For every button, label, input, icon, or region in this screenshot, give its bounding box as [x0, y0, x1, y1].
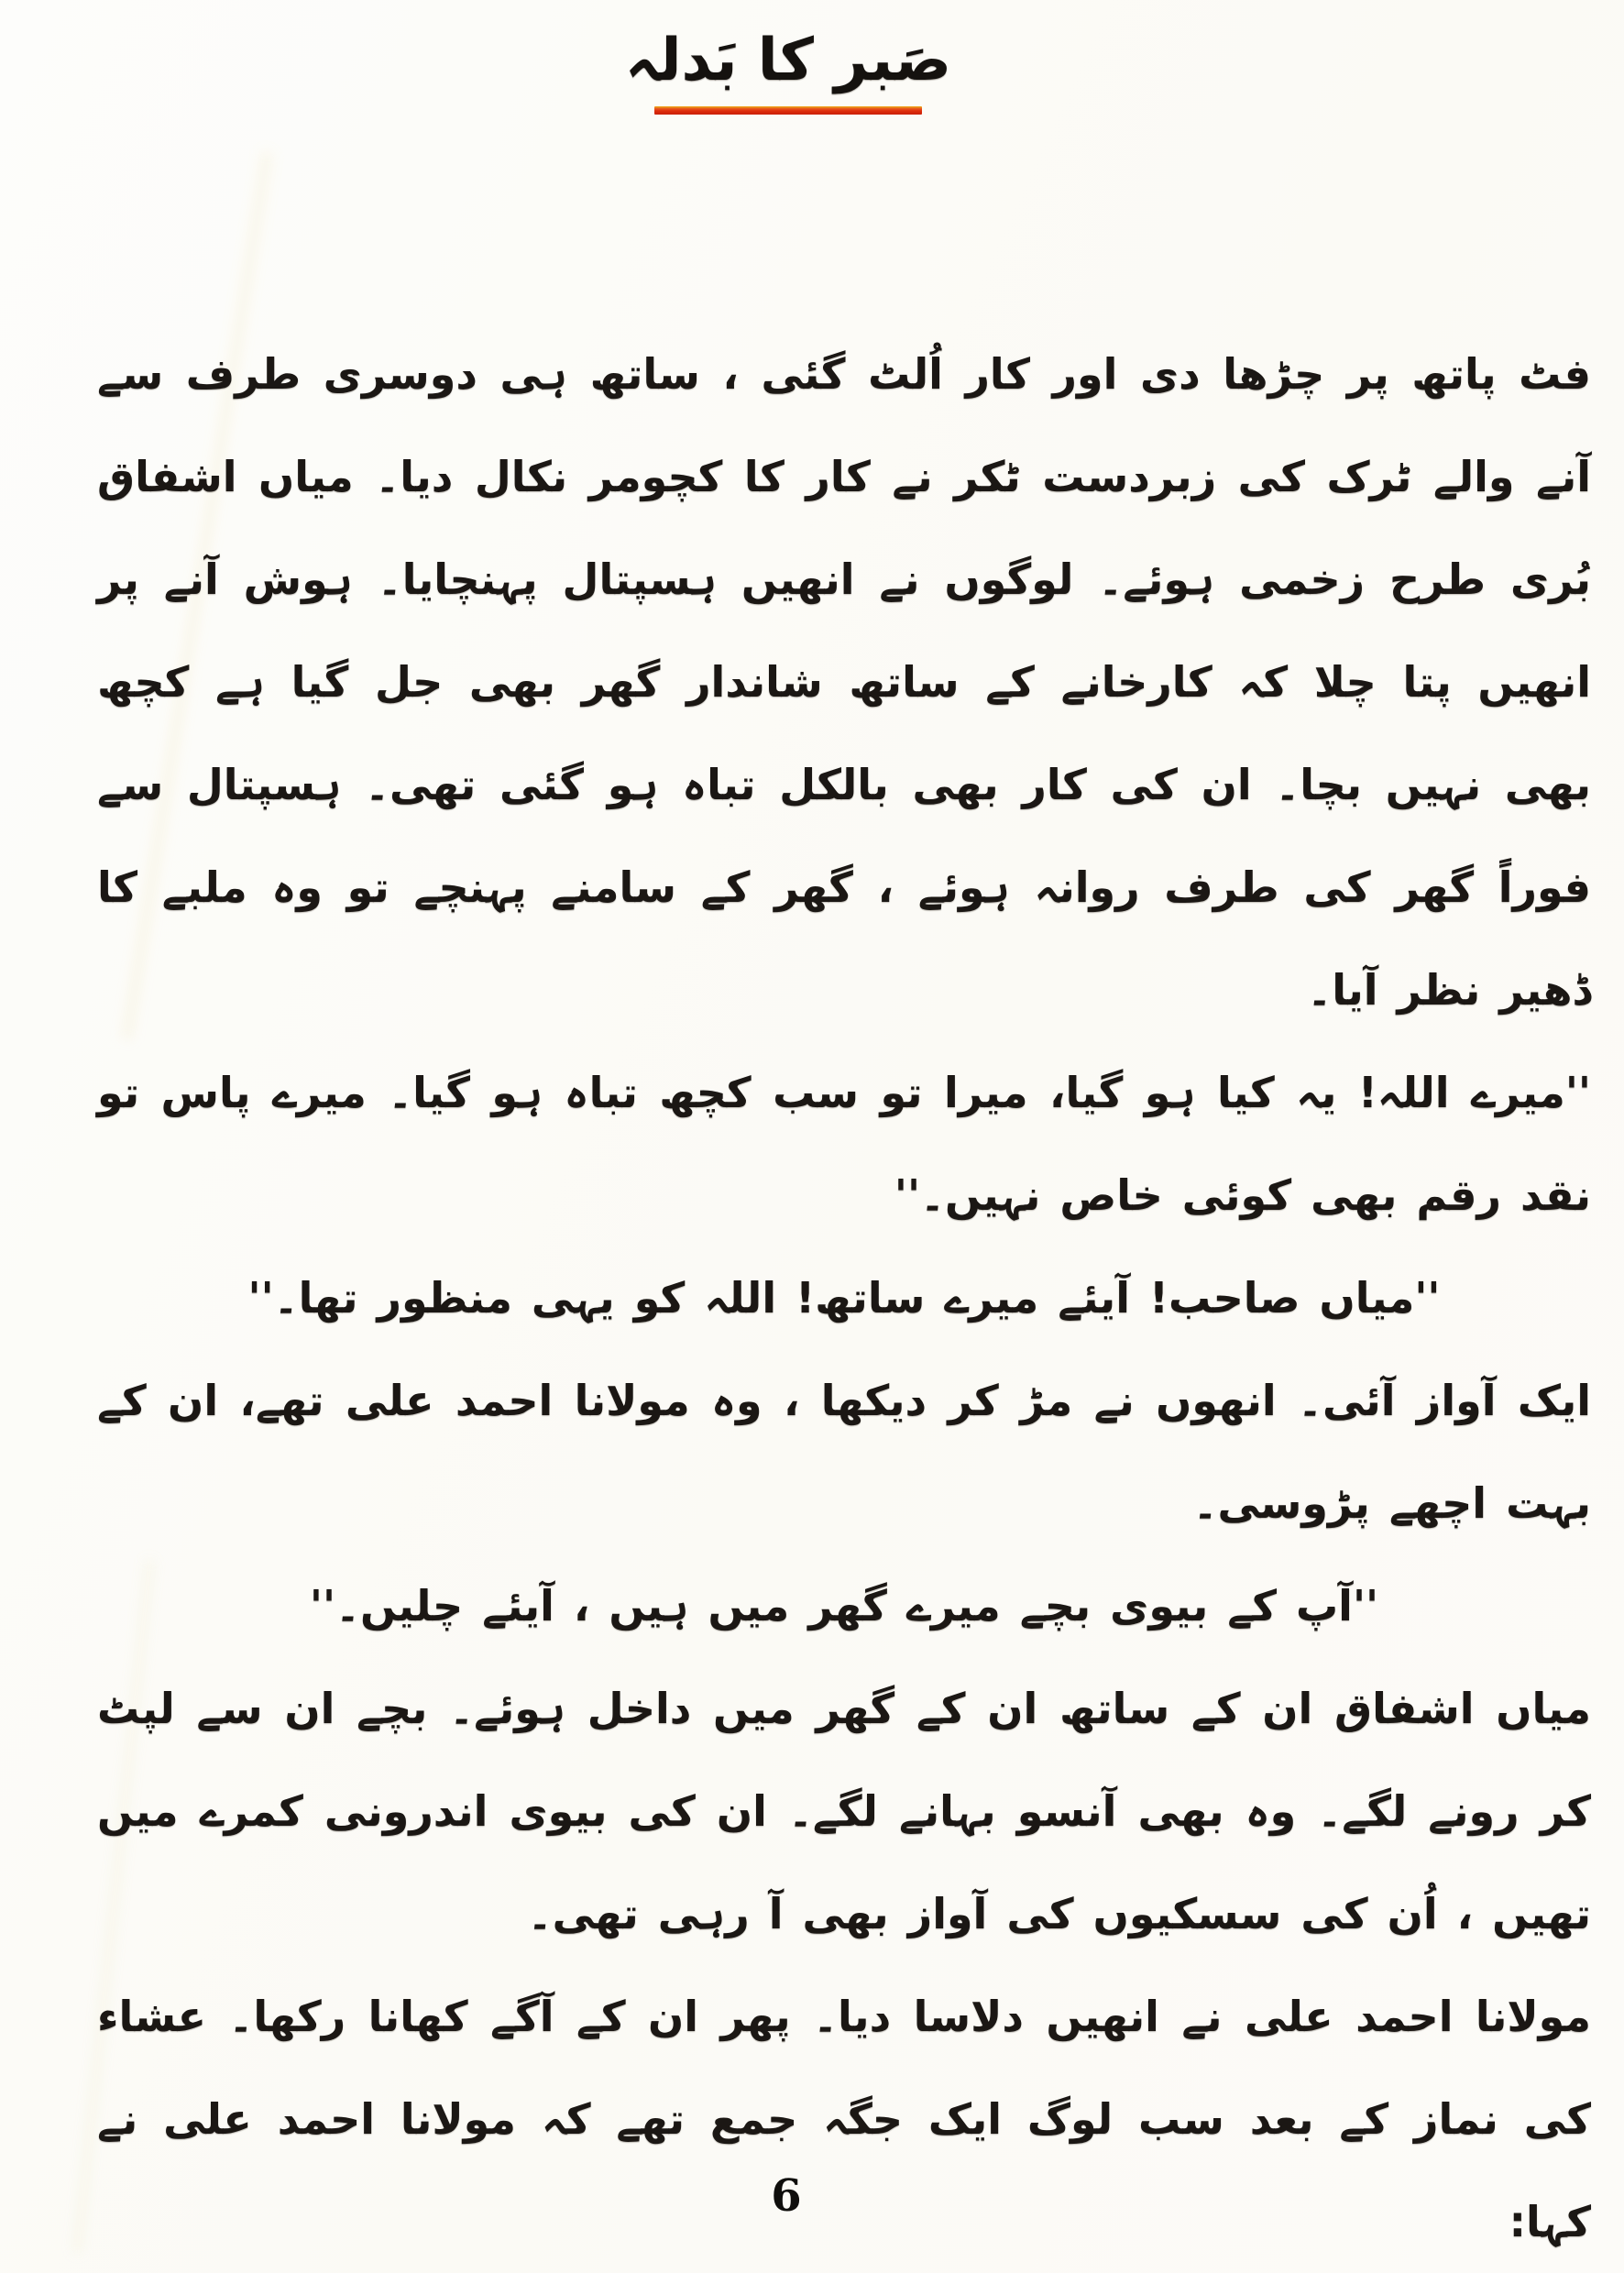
story-paragraph: ایک آواز آئی۔ انھوں نے مڑ کر دیکھا ، وہ مولانا احمد علی تھے، ان کے بہت اچھے پڑوسی۔ — [97, 1376, 1591, 1528]
page-number: 6 — [771, 2170, 802, 2222]
chapter-title: صَبر کا بَدلہ — [624, 27, 952, 94]
story-paragraph: فٹ پاتھ پر چڑھا دی اور کار اُلٹ گئی ، ساتھ ہی دوسری طرف سے آنے والے ٹرک کی زبردست ٹکر نے کار کا کچومر نکال دیا۔ میاں اشفاق بُری طرح زخمی ہوئے۔ لوگوں نے انھیں ہسپتال پہنچایا۔ ہوش آنے پر انھیں پتا چلا کہ کارخانے کے ساتھ شاندار گھر بھی جل گیا ہے کچھ بھی نہیں بچا۔ ان کی کار بھی بالکل تباہ ہو گئی تھی۔ ہسپتال سے فوراً گھر کی طرف روانہ ہوئے ، گھر کے سامنے پہنچے تو وہ ملبے کا ڈھیر نظر آیا۔ — [97, 349, 1591, 1015]
title-underline-rule — [654, 106, 922, 115]
story-body — [97, 323, 1591, 2273]
story-paragraph-quote: ''میرے اللہ! یہ کیا ہو گیا، میرا تو سب کچھ تباہ ہو گیا۔ میرے پاس تو نقد رقم بھی کوئی خاص نہیں۔'' — [97, 1068, 1591, 1220]
story-paragraph: میاں اشفاق ان کے ساتھ ان کے گھر میں داخل ہوئے۔ بچے ان سے لپٹ کر رونے لگے۔ وہ بھی آنسو بہانے لگے۔ ان کی بیوی اندرونی کمرے میں تھیں ، اُن کی سسکیوں کی آواز بھی آ رہی تھی۔ — [97, 1684, 1591, 1938]
chapter-header — [0, 22, 1600, 115]
story-paragraph-quote-centered: ''آپ کے بیوی بچے میرے گھر میں ہیں ، آیئے چلیں۔'' — [309, 1581, 1379, 1631]
story-paragraph: مولانا احمد علی نے انھیں دلاسا دیا۔ پھر ان کے آگے کھانا رکھا۔ عشاء کی نماز کے بعد سب لوگ ایک جگہ جمع تھے کہ مولانا احمد علی نے کہا: — [97, 1992, 1591, 2246]
story-paragraph-quote-centered: ''میاں صاحب! آیئے میرے ساتھ! اللہ کو یہی منظور تھا۔'' — [247, 1273, 1441, 1323]
